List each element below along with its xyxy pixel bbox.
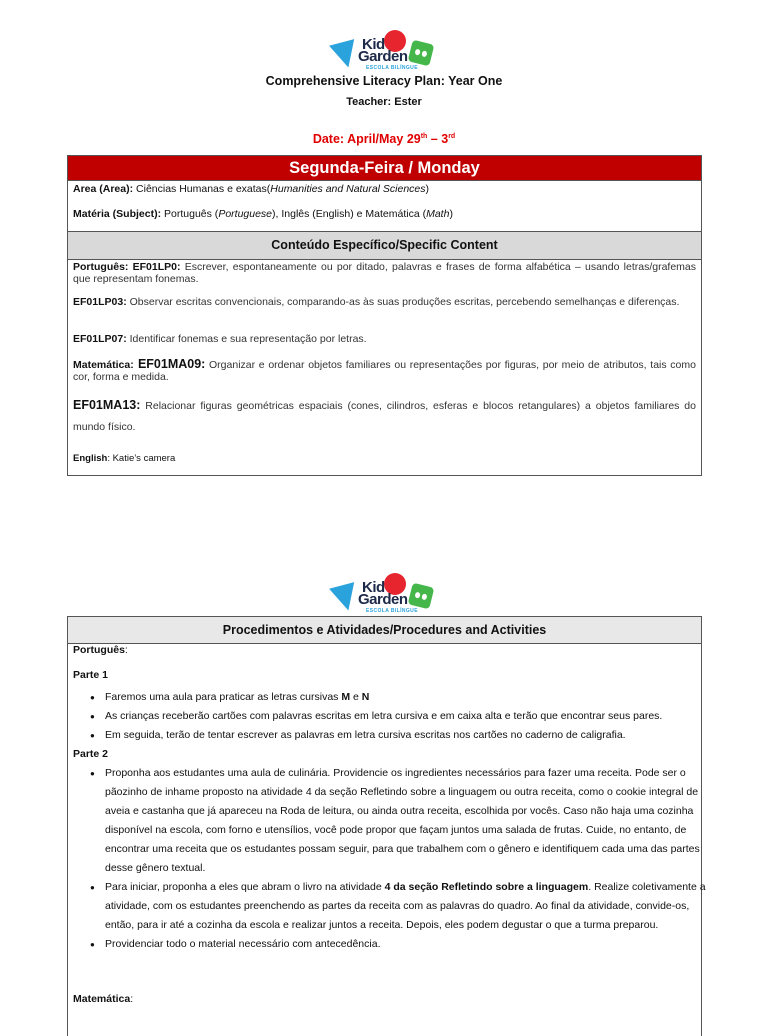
logo-word-kid: Kid [362,579,385,596]
area-row: Area (Area): Ciências Humanas e exatas(Humanities and Natural Sciences) [73,183,430,195]
content-portugues-ef01lp0: Português: EF01LP0: Escrever, espontaneamente ou por ditado, palavras e frases de forma alfabética – usando letras/grafemas que representam fonemas. [73,261,697,285]
parte-1-list [68,688,738,745]
content-ef01ma09: Matemática: EF01MA09: Organizar e ordenar objetos familiares ou representações por figuras, por meio de atributos, tais como cor, forma e medida. [73,357,696,383]
teacher-name: Teacher: Ester [346,96,422,108]
procedures-heading: Procedimentos e Atividades/Procedures and Activities [68,617,701,644]
content-english: English: Katie’s camera [73,453,176,464]
list-item: ● Proponha aos estudantes uma aula de culinária. Providencie os ingredientes necessários para fazer uma receita. Pode ser o pãozinho de inhame proposto na atividade 4 da seção Refletindo sobre a linguagem ou outra receita, como o cookie integral de aveia e castanha que já apareceu na Roda de leitura, ou ainda outra receita, escolhida por vocês. Caso não haja uma cozinha disponível na escola, com forno e utensílios, você pode propor que façam juntos uma salada de frutas. Cuide, no entanto, de encontrar uma receita que os estudantes possam seguir, para que trabalhem com o gênero e identifiquem cada uma das partes desse gênero textual. [105,764,738,878]
school-logo [332,28,436,74]
logo-tagline: ESCOLA BILÍNGUE [366,608,418,614]
logo-word-garden: Garden [358,591,408,608]
matematica-label: Matemática: [73,993,134,1005]
logo-word-garden: Garden [358,48,408,65]
procedures-box [67,616,706,1036]
parte-2-list [68,764,738,954]
parte-1-label: Parte 1 [73,669,109,681]
content-ef01lp03: EF01LP03: Observar escritas convencionais, comparando-as às suas produções escritas, percebendo semelhanças e diferenças. [73,296,680,308]
monday-box [67,155,702,476]
monday-heading: Segunda-Feira / Monday [68,156,701,181]
plan-date: Date: April/May 29th – 3rd [312,132,456,146]
school-logo-2 [332,571,436,617]
parte-2-label: Parte 2 [73,748,109,760]
logo-square-icon [408,40,435,67]
content-heading: Conteúdo Específico/Specific Content [68,231,701,260]
list-item: ● Faremos uma aula para praticar as letras cursivas M e N [105,688,738,707]
subject-row: Matéria (Subject): Português (Portuguese), Inglês (English) e Matemática (Math) [73,208,453,220]
logo-triangle-icon [329,39,361,71]
plan-title: Comprehensive Literacy Plan: Year One [265,74,503,88]
list-item: ● Em seguida, terão de tentar escrever as palavras em letra cursiva escritas nos cartões no caderno de caligrafia. [105,726,738,745]
logo-word-kid: Kid [362,36,385,53]
list-item: ● Para iniciar, proponha a eles que abram o livro na atividade 4 da seção Refletindo sobre a linguagem. Realize coletivamente a atividade, com os estudantes preenchendo as partes da receita com as palavras do quadro. Ao final da atividade, convide-os, então, para ir até a cozinha da escola e realizar juntos a receita. Depois, eles podem degustar o que a turma preparou. [105,878,738,935]
logo-triangle-icon [329,582,361,614]
content-ef01ma13: EF01MA13: Relacionar figuras geométricas espaciais (cones, cilindros, esferas e blocos retangulares) a objetos familiares do mundo físico. [73,398,696,433]
logo-tagline: ESCOLA BILÍNGUE [366,65,418,71]
logo-square-icon [408,583,435,610]
portugues-label: Português: [73,644,128,656]
list-item: ● Providenciar todo o material necessário com antecedência. [105,935,738,954]
list-item: ● As crianças receberão cartões com palavras escritas em letra cursiva e em caixa alta e terão que encontrar seus pares. [105,707,738,726]
content-ef01lp07: EF01LP07: Identificar fonemas e sua representação por letras. [73,333,367,345]
